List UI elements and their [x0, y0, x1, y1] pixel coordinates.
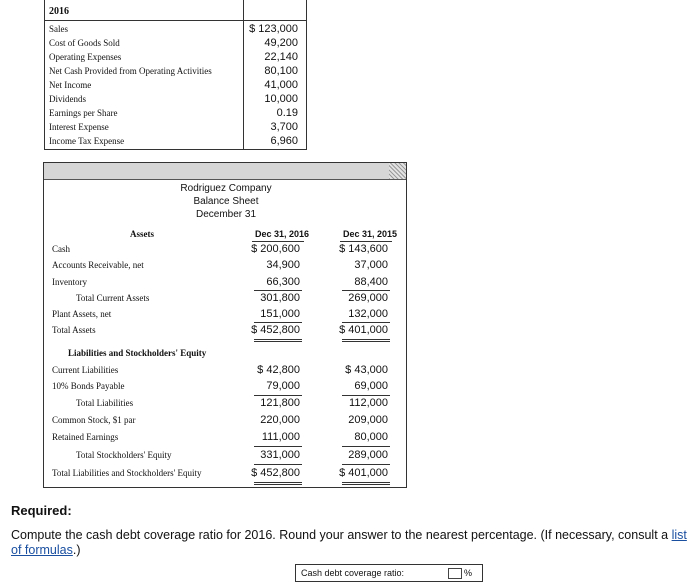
row-label: Plant Assets, net: [52, 309, 112, 319]
income-row-label: Dividends: [49, 94, 86, 104]
income-row-value: 22,140: [264, 51, 298, 63]
income-row-label: Sales: [49, 24, 68, 34]
value-2015: 37,000: [354, 259, 388, 271]
value-2016: 79,000: [266, 380, 300, 392]
instruction-text: Compute the cash debt coverage ratio for 2016. Round your answer to the nearest percentage. (If necessary, consult a: [11, 528, 669, 542]
column-header-2015: Dec 31, 2015: [342, 229, 398, 239]
row-label: Total Assets: [52, 325, 96, 335]
row-label: Inventory: [52, 277, 87, 287]
row-label: Total Current Assets: [76, 293, 150, 303]
income-row-label: Operating Expenses: [49, 52, 122, 62]
income-row-value: 10,000: [264, 93, 298, 105]
value-2015: $ 401,000: [339, 324, 388, 336]
balance-row: [44, 275, 408, 291]
income-row: [45, 37, 308, 51]
income-row-value: 0.19: [276, 107, 298, 119]
value-2016: 66,300: [266, 276, 300, 288]
row-label: Total Liabilities: [76, 398, 134, 408]
value-2016: 220,000: [260, 414, 300, 426]
balance-row: [44, 307, 408, 323]
required-heading: Required:: [11, 503, 72, 518]
income-row-label: Net Income: [49, 80, 92, 90]
income-row-label: Earnings per Share: [49, 108, 118, 118]
balance-row: [44, 448, 408, 464]
statement-title: Balance Sheet: [193, 196, 259, 207]
value-2015: 88,400: [354, 276, 388, 288]
value-2015: $ 143,600: [339, 243, 388, 255]
row-label: Common Stock, $1 par: [52, 415, 136, 425]
income-row: [45, 135, 308, 149]
balance-row: [44, 258, 408, 274]
income-row-label: Interest Expense: [49, 122, 109, 132]
statement-date: December 31: [195, 209, 257, 220]
value-2015: 69,000: [354, 380, 388, 392]
value-2015: 132,000: [348, 308, 388, 320]
answer-label: Cash debt coverage ratio:: [301, 568, 405, 578]
income-data-table: [44, 0, 307, 150]
income-row-value: 49,200: [264, 37, 298, 49]
subtotal-rule: [254, 446, 302, 447]
percent-sign: %: [464, 568, 473, 578]
row-label: Accounts Receivable, net: [52, 260, 144, 270]
required-instructions: [11, 528, 696, 558]
income-row-value: $ 123,000: [249, 23, 298, 35]
assets-heading: Assets: [130, 229, 154, 239]
answer-box: [295, 564, 483, 582]
value-2016: $ 42,800: [257, 364, 300, 376]
year-label: 2016: [49, 6, 69, 17]
value-2016: 34,900: [266, 259, 300, 271]
subtotal-rule: [342, 464, 390, 465]
company-name: Rodriguez Company: [180, 183, 272, 194]
row-label: Current Liabilities: [52, 365, 119, 375]
value-2016: $ 452,800: [251, 324, 300, 336]
income-row: [45, 121, 308, 135]
row-label: 10% Bonds Payable: [52, 381, 125, 391]
value-2016: 121,800: [260, 397, 300, 409]
resize-grip-icon[interactable]: [389, 163, 406, 179]
income-row-value: 41,000: [264, 79, 298, 91]
row-label: Retained Earnings: [52, 432, 119, 442]
instruction-suffix: .): [72, 543, 81, 557]
total-double-rule: [254, 482, 302, 485]
balance-row: [44, 466, 408, 482]
balance-row: [44, 379, 408, 395]
income-row: [45, 107, 308, 121]
total-double-rule: [342, 339, 390, 342]
balance-row: [44, 413, 408, 429]
total-double-rule: [342, 482, 390, 485]
value-2016: $ 200,600: [251, 243, 300, 255]
value-2015: $ 401,000: [339, 467, 388, 479]
balance-row: [44, 430, 408, 446]
cash-debt-coverage-input[interactable]: [448, 568, 462, 579]
liabilities-heading: Liabilities and Stockholders' Equity: [68, 348, 207, 358]
income-row-label: Income Tax Expense: [49, 136, 125, 146]
subtotal-rule: [342, 446, 390, 447]
total-double-rule: [254, 339, 302, 342]
income-row-label: Cost of Goods Sold: [49, 38, 120, 48]
income-row-value: 3,700: [270, 121, 298, 133]
subtotal-rule: [254, 464, 302, 465]
value-2016: 301,800: [260, 292, 300, 304]
value-2015: 80,000: [354, 431, 388, 443]
income-row-value: 80,100: [264, 65, 298, 77]
year-rule: [45, 20, 306, 21]
formulas-link[interactable]: list of formulas: [11, 528, 687, 557]
income-row: [45, 79, 308, 93]
row-label: Cash: [52, 244, 70, 254]
value-2016: $ 452,800: [251, 467, 300, 479]
income-row-value: 6,960: [270, 135, 298, 147]
value-2015: 289,000: [348, 449, 388, 461]
balance-row: [44, 291, 408, 307]
value-2015: 209,000: [348, 414, 388, 426]
balance-row: [44, 346, 408, 362]
column-header-2016: Dec 31, 2016: [254, 229, 310, 239]
income-row-label: Net Cash Provided from Operating Activities: [49, 66, 212, 76]
balance-sheet-header-bar: [44, 163, 406, 180]
value-2016: 111,000: [261, 431, 300, 443]
row-label: Total Liabilities and Stockholders' Equity: [52, 468, 202, 478]
balance-row: [44, 323, 408, 339]
income-row: [45, 93, 308, 107]
value-2016: 151,000: [260, 308, 300, 320]
balance-row: [44, 363, 408, 379]
income-row: [45, 51, 308, 65]
value-2015: $ 43,000: [345, 364, 388, 376]
balance-sheet: [43, 162, 407, 488]
income-row: [45, 23, 308, 37]
value-2016: 331,000: [260, 449, 300, 461]
balance-row: [44, 242, 408, 258]
income-row: [45, 65, 308, 79]
balance-row: [44, 396, 408, 412]
row-label: Total Stockholders' Equity: [76, 450, 172, 460]
value-2015: 269,000: [348, 292, 388, 304]
value-2015: 112,000: [349, 397, 388, 409]
